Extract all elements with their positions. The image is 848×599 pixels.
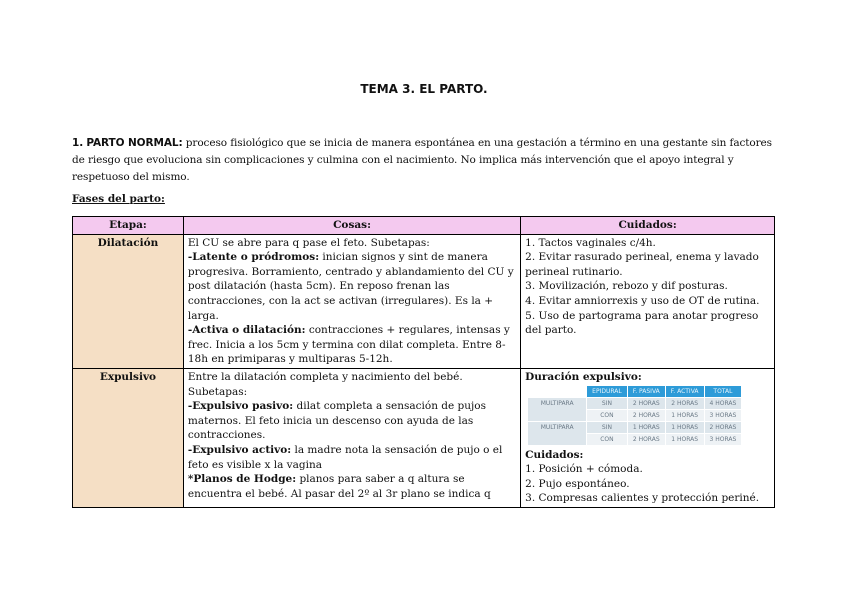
cosas-dilatacion (183, 234, 520, 368)
table-row-dilatacion (73, 234, 775, 368)
duracion-group: MULTIPARA (528, 397, 587, 421)
duracion-cell: CON (587, 433, 628, 445)
latente-label: -Latente o pródromos: (187, 251, 320, 264)
hodge-label: *Planos de Hodge: (187, 473, 297, 486)
section-heading: PARTO NORMAL: (86, 137, 183, 149)
latente-item (188, 250, 516, 323)
activa-item (188, 323, 516, 367)
list-item: 3. Movilización, rebozo y dif posturas. (525, 280, 728, 293)
header-cosas: Cosas: (183, 217, 520, 235)
table-header-row (73, 217, 775, 235)
duracion-header: F. ACTIVA (665, 385, 704, 397)
list-item: 3. Compresas calientes y protección periné. (525, 492, 760, 505)
duracion-cell: 1 HORAS (627, 421, 665, 433)
table-row-expulsivo (73, 368, 775, 507)
list-item: 1. Posición + cómoda. (525, 463, 643, 476)
activa-text: contracciones + regulares, intensas y frec. Inicia a los 5cm y termina con dilat completa. Entre 8-18h en primiparas y multiparas 5-12h. (187, 324, 510, 366)
duracion-cell: 2 HORAS (627, 397, 665, 409)
cuidados-expulsivo (521, 368, 775, 507)
duracion-title: Duración expulsivo: (525, 370, 642, 383)
hodge-text: planos para saber a q altura se encuentra el bebé. Al pasar del 2º al 3r plano se indica q (187, 473, 491, 500)
table-row (528, 421, 742, 433)
duracion-table (527, 385, 742, 446)
duracion-cell: 1 HORAS (665, 421, 704, 433)
intro-paragraph (72, 135, 777, 186)
document-title: TEMA 3. EL PARTO. (360, 82, 488, 96)
phases-heading: Fases del parto: (72, 193, 165, 205)
section-text: proceso fisiológico que se inicia de manera espontánea en una gestación a término en una gestante sin factores de riesgo que evoluciona sin complicaciones y culmina con el nacimiento. No implica más intervención que el apoyo integral y respetuoso del mismo. (72, 137, 772, 183)
duracion-header: F. PASIVA (627, 385, 665, 397)
list-item: 1. Tactos vaginales c/4h. (525, 236, 656, 249)
duracion-cell: SIN (587, 421, 628, 433)
list-item: 5. Uso de partograma para anotar progreso del parto. (525, 309, 759, 337)
pasivo-text: dilat completa a sensación de pujos maternos. El feto inicia un descenso con ayuda de las contracciones. (187, 400, 487, 442)
duracion-cell: 3 HORAS (704, 409, 742, 421)
expulsivo-intro: Entre la dilatación completa y nacimiento del bebé. Subetapas: (187, 370, 463, 398)
duracion-cell: 2 HORAS (665, 397, 704, 409)
phases-table (72, 216, 775, 508)
activa-label: -Activa o dilatación: (187, 324, 306, 337)
list-item: 2. Pujo espontáneo. (525, 477, 630, 490)
header-cuidados: Cuidados: (521, 217, 775, 235)
section-number: 1. (72, 137, 84, 149)
duracion-cell: 1 HORAS (665, 409, 704, 421)
table-row (528, 397, 742, 409)
header-etapa: Etapa: (73, 217, 184, 235)
duracion-corner (528, 385, 587, 397)
duracion-group: MULTIPARA (528, 421, 587, 445)
pasivo-label: -Expulsivo pasivo: (187, 400, 294, 413)
pasivo-item (188, 399, 516, 443)
etapa-expulsivo: Expulsivo (73, 368, 184, 507)
latente-text: inician signos y sint de manera progresiva. Borramiento, centrado y ablandamiento del CU y post dilatación (hasta 5cm). En reposo frenan las contracciones, con la act se activan (irregulares). Es la + larga. (187, 251, 514, 322)
cuidados-dilatacion (521, 234, 775, 368)
activo-item (188, 443, 516, 472)
cosas-expulsivo (183, 368, 520, 507)
duracion-cell: 3 HORAS (704, 433, 742, 445)
dilatacion-intro: El CU se abre para q pase el feto. Subetapas: (187, 236, 430, 249)
duracion-header-row (528, 385, 742, 397)
duracion-header: EPIDURAL (587, 385, 628, 397)
duracion-cell: 2 HORAS (704, 421, 742, 433)
list-item: 4. Evitar amniorrexis y uso de OT de rutina. (525, 294, 760, 307)
duracion-cell: 2 HORAS (627, 433, 665, 445)
duracion-cell: SIN (587, 397, 628, 409)
duracion-header: TOTAL (704, 385, 742, 397)
activo-text: la madre nota la sensación de pujo o el feto es visible x la vagina (187, 443, 503, 471)
hodge-item (188, 472, 516, 501)
list-item: 2. Evitar rasurado perineal, enema y lavado perineal rutinario. (525, 251, 759, 278)
cuidados-title: Cuidados: (525, 448, 584, 461)
duracion-cell: CON (587, 409, 628, 421)
duracion-cell: 4 HORAS (704, 397, 742, 409)
activo-label: -Expulsivo activo: (187, 443, 292, 456)
duracion-cell: 2 HORAS (627, 409, 665, 421)
duracion-cell: 1 HORAS (665, 433, 704, 445)
etapa-dilatacion: Dilatación (73, 234, 184, 368)
